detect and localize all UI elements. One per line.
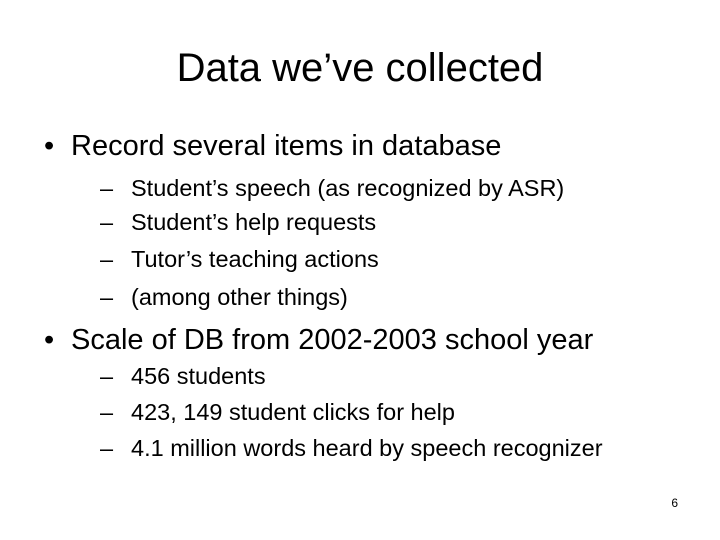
- subitem-marker: –: [100, 399, 114, 425]
- subitem-text: Student’s help requests: [131, 209, 377, 235]
- page-number: 6: [671, 496, 678, 510]
- bullet-db-scale: [44, 322, 593, 358]
- subitem-help-requests: [100, 208, 376, 236]
- subitem-text: 4.1 million words heard by speech recognizer: [131, 435, 603, 461]
- subitem-marker: –: [100, 363, 114, 389]
- subitem-marker: –: [100, 209, 114, 235]
- subitem-marker: –: [100, 175, 114, 201]
- subitem-text: 423, 149 student clicks for help: [131, 399, 455, 425]
- subitem-help-clicks: [100, 398, 455, 426]
- subitem-text: Student’s speech (as recognized by ASR): [131, 175, 565, 201]
- bullet-record-items: [44, 128, 501, 164]
- subitem-students-count: [100, 362, 266, 390]
- subitem-text: 456 students: [131, 363, 266, 389]
- bullet-text: Record several items in database: [71, 130, 502, 162]
- bullet-marker: •: [44, 130, 55, 162]
- bullet-text: Scale of DB from 2002-2003 school year: [71, 324, 594, 356]
- subitem-marker: –: [100, 435, 114, 461]
- subitem-other-things: [100, 283, 348, 311]
- subitem-teaching-actions: [100, 245, 379, 273]
- subitem-marker: –: [100, 284, 114, 310]
- subitem-text: (among other things): [131, 284, 348, 310]
- subitem-marker: –: [100, 246, 114, 272]
- slide-title: Data we’ve collected: [176, 46, 544, 90]
- subitem-text: Tutor’s teaching actions: [131, 246, 379, 272]
- subitem-student-speech: [100, 174, 564, 202]
- bullet-marker: •: [44, 324, 55, 356]
- subitem-words-heard: [100, 434, 603, 462]
